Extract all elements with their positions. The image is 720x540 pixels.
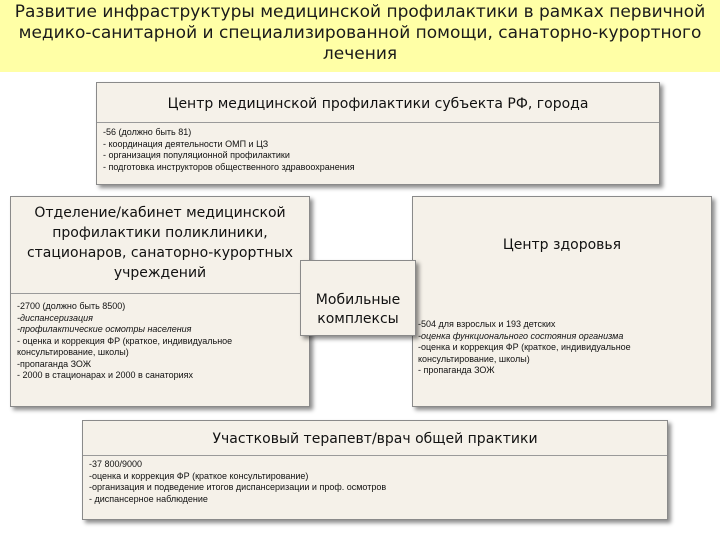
detail-item: - организация популяционной профилактики [103, 150, 290, 160]
detail-item: -профилактические осмотры населения [17, 324, 192, 334]
detail-item: -504 для взрослых и 193 детских [418, 319, 556, 329]
district-therapist-details [89, 459, 386, 505]
title-line: Развитие инфраструктуры медицинской профилактики в рамках первичной [14, 2, 706, 22]
detail-item: -оценка функционального состояния организма [418, 330, 624, 341]
detail-item: - диспансерное наблюдение [89, 493, 208, 504]
regional-center-heading: Центр медицинской профилактики субъекта РФ, города [167, 96, 589, 112]
detail-item: -организация и подведение итогов диспансеризации и проф. осмотров [89, 482, 387, 492]
slide-title [0, 2, 720, 65]
district-therapist-box [82, 420, 668, 520]
heading-line: учреждений [113, 265, 207, 281]
detail-item: - 2000 в стационарах и 2000 в санаториях [17, 370, 194, 380]
detail-item: -диспансеризация [17, 312, 93, 323]
box-divider [83, 455, 667, 456]
detail-item: -оценка и коррекция ФР (краткое консультирование) [89, 470, 309, 481]
detail-item: -37 800/9000 [89, 459, 143, 469]
health-center-heading: Центр здоровья [502, 237, 622, 253]
title-line: лечения [322, 44, 398, 64]
heading-line: стационаров, санаторно-курортных [26, 245, 294, 261]
detail-item: - координация деятельности ОМП и ЦЗ [103, 138, 269, 149]
heading-line: Мобильные [315, 292, 401, 308]
box-divider [97, 122, 659, 123]
heading-line: профилактики поликлиники, [52, 225, 268, 241]
regional-center-details [103, 127, 355, 173]
detail-item: -2700 (должно быть 8500) [17, 301, 126, 311]
detail-item: -оценка и коррекция ФР (краткое, индивидуальное консультирование, школы) [418, 342, 631, 364]
mobile-complexes-heading [301, 291, 415, 329]
mobile-complexes-box [300, 260, 416, 336]
title-line: медико-санитарной и специализированной помощи, санаторно-курортного [18, 23, 702, 43]
heading-line: комплексы [317, 311, 399, 327]
detail-item: - подготовка инструкторов общественного здравоохранения [103, 161, 355, 172]
box-divider [11, 293, 309, 294]
district-therapist-heading: Участковый терапевт/врач общей практики [212, 431, 538, 447]
detail-item: - пропаганда ЗОЖ [418, 365, 495, 375]
detail-item: - оценка и коррекция ФР (краткое, индивидуальное консультирование, школы) [17, 335, 233, 357]
detail-item: -56 (должно быть 81) [103, 127, 192, 137]
health-center-details [418, 319, 706, 377]
detail-item: -пропаганда ЗОЖ [17, 358, 92, 369]
heading-line: Отделение/кабинет медицинской [34, 205, 286, 221]
regional-center-box [96, 82, 660, 185]
prevention-department-heading [11, 203, 309, 283]
prevention-department-box [10, 196, 310, 407]
prevention-department-details [17, 301, 303, 382]
health-center-box [412, 196, 712, 407]
